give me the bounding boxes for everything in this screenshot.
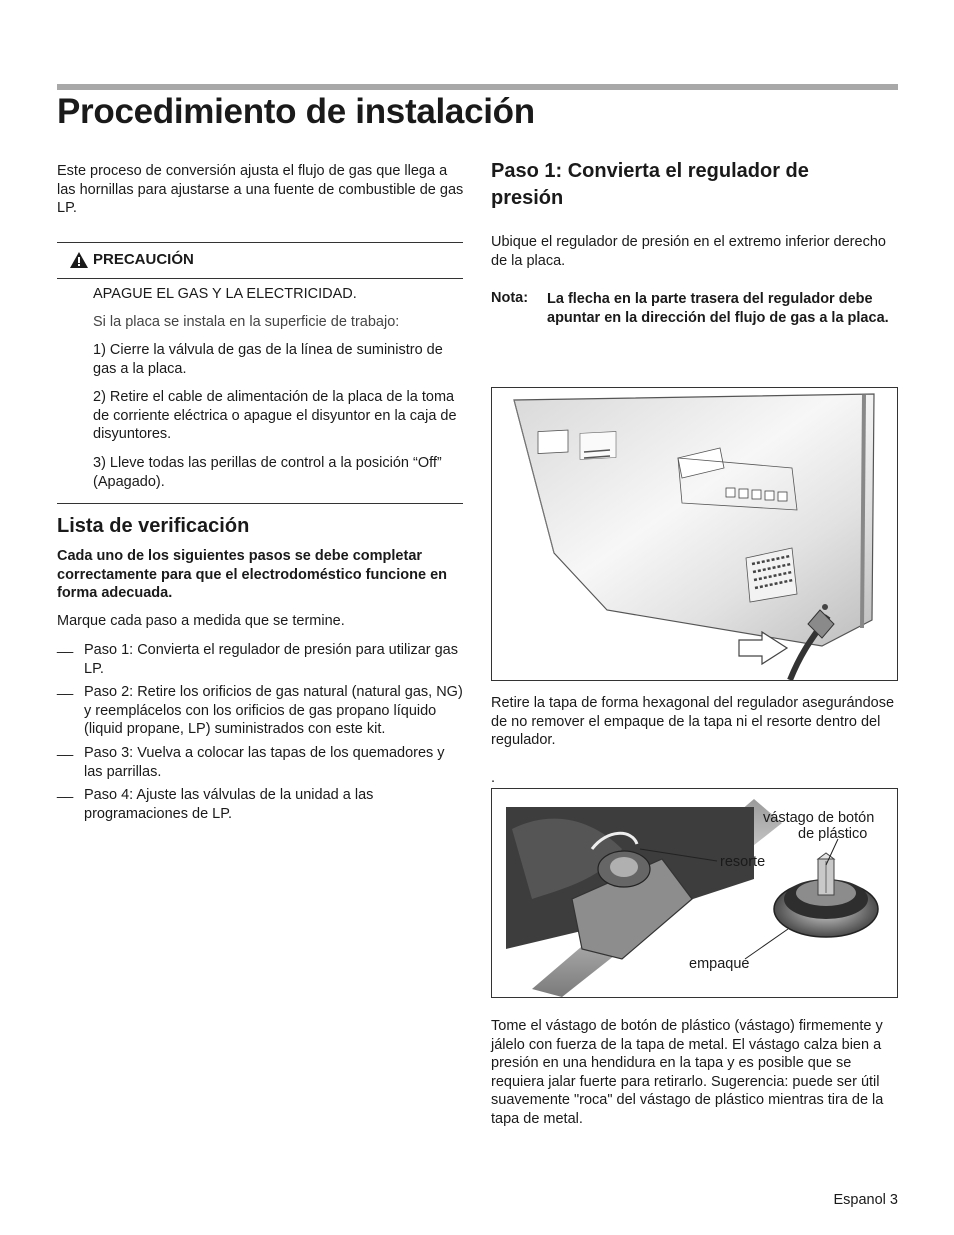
checkbox-blank-4[interactable]: __	[57, 783, 74, 799]
label-gasket: empaque	[689, 956, 750, 972]
caution-heading-text: PRECAUCIÓN	[93, 251, 194, 268]
note-label: Nota:	[491, 290, 529, 306]
pull-stem-text: Tome el vástago de botón de plástico (vástago) firmemente y jálelo con fuerza de la tapa de metal. El vástago calza bien a presión en una hendidura en la tapa y es posible que se requiera jalar fuerte para retirarlo. Sugerencia: puede ser útil suavemente "roca" del vástago de plástico mientras tira de la tapa de metal.	[491, 1018, 884, 1127]
page-footer: Espanol 3	[833, 1192, 898, 1208]
caution-step-3: 3) Lleve todas las perillas de control a la posición “Off” (Apagado).	[93, 455, 442, 490]
checklist-bold-text: Cada uno de los siguientes pasos se debe completar correctamente para que el electrodoméstico funcione en forma adecuada.	[57, 548, 448, 601]
checkbox-blank-3[interactable]: __	[57, 741, 74, 757]
checklist-item-2: Paso 2: Retire los orificios de gas natural (natural gas, NG) y reemplácelos con los orificios de gas propano líquido (liquid propane, LP) suministrados con este kit.	[84, 684, 463, 737]
caution-step-1: 1) Cierre la válvula de gas de la línea de suministro de gas a la placa.	[93, 342, 443, 377]
label-stem-line1: vástago de botón	[763, 810, 875, 826]
label-stem-line2: de plástico	[798, 826, 868, 842]
step1-locate-text: Ubique el regulador de presión en el extremo inferior derecho de la placa.	[491, 234, 886, 269]
warning-icon	[70, 252, 88, 268]
page-title: Procedimiento de instalación	[57, 92, 535, 131]
stray-period: .	[491, 770, 496, 786]
note-text: La flecha en la parte trasera del regulador debe apuntar en la dirección del flujo de gas a la placa.	[547, 291, 889, 326]
title-rule	[57, 84, 898, 90]
remove-cap-text: Retire la tapa de forma hexagonal del regulador asegurándose de no remover el empaque de la tapa ni el resorte dentro del regulador.	[491, 695, 895, 748]
caution-top-rule	[57, 242, 463, 243]
caution-heading	[70, 251, 194, 268]
label-spring: resorte	[720, 854, 766, 870]
caution-line-1: APAGUE EL GAS Y LA ELECTRICIDAD.	[93, 286, 357, 302]
step1-heading: Paso 1: Convierta el regulador de presión	[491, 160, 809, 209]
checklist-item-4: Paso 4: Ajuste las válvulas de la unidad a las programaciones de LP.	[84, 787, 374, 822]
checklist-item-1: Paso 1: Convierta el regulador de presión para utilizar gas LP.	[84, 642, 458, 677]
intro-paragraph: Este proceso de conversión ajusta el flujo de gas que llega a las hornillas para ajustarse a una fuente de combustible de gas LP.	[57, 163, 464, 216]
caution-mid-rule	[57, 278, 463, 279]
checklist-instruction: Marque cada paso a medida que se termine.	[57, 613, 345, 629]
caution-line-2: Si la placa se instala en la superficie de trabajo:	[93, 314, 400, 330]
regulator-illustration	[492, 789, 897, 997]
figure-regulator-cap	[491, 788, 898, 998]
checklist-heading: Lista de verificación	[57, 515, 250, 537]
caution-bottom-rule	[57, 503, 463, 504]
checklist-item-3: Paso 3: Vuelva a colocar las tapas de los quemadores y las parrillas.	[84, 745, 445, 780]
caution-step-2: 2) Retire el cable de alimentación de la placa de la toma de corriente eléctrica o apague el disyuntor en la caja de disyuntores.	[93, 389, 457, 442]
figure-cooktop-underside	[491, 387, 898, 681]
checkbox-blank-2[interactable]: __	[57, 680, 74, 696]
checkbox-blank-1[interactable]: __	[57, 638, 74, 654]
cooktop-illustration	[492, 388, 897, 680]
